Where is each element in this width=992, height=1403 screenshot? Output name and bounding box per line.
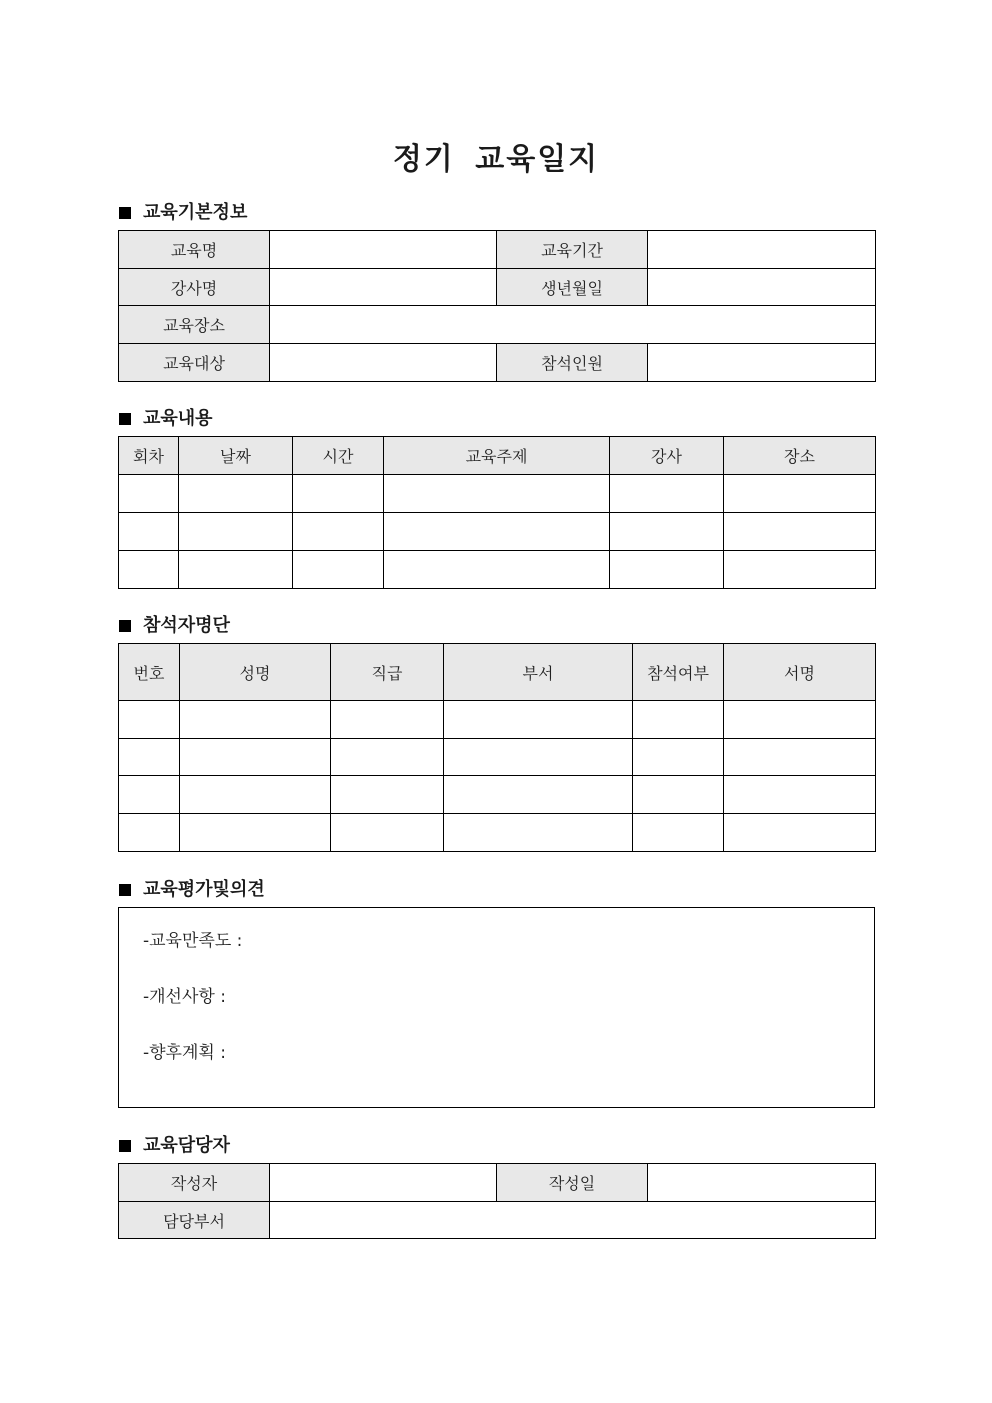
label-attendance-count: 참석인원	[497, 344, 648, 382]
header-topic: 교육주제	[384, 437, 610, 475]
table-cell[interactable]	[444, 739, 633, 776]
header-department: 부서	[444, 644, 633, 701]
table-cell[interactable]	[610, 513, 724, 551]
table-cell[interactable]	[119, 513, 179, 551]
table-cell[interactable]	[724, 776, 876, 814]
content-table	[118, 436, 876, 589]
table-header-row	[119, 437, 876, 475]
table-cell[interactable]	[724, 551, 876, 589]
table-row	[119, 551, 876, 589]
table-cell[interactable]	[293, 551, 384, 589]
table-row	[119, 1164, 876, 1202]
label-birth-date: 생년월일	[497, 269, 648, 306]
table-row	[119, 776, 876, 814]
table-row	[119, 701, 876, 739]
table-cell[interactable]	[444, 814, 633, 852]
square-bullet-icon	[119, 620, 131, 632]
field-write-date[interactable]	[648, 1164, 876, 1202]
table-header-row	[119, 644, 876, 701]
section-title-text: 교육기본정보	[143, 202, 248, 223]
label-write-date: 작성일	[497, 1164, 648, 1202]
table-cell[interactable]	[633, 814, 724, 852]
field-department[interactable]	[270, 1202, 876, 1239]
table-cell[interactable]	[610, 475, 724, 513]
table-cell[interactable]	[119, 701, 180, 739]
evaluation-box[interactable]	[118, 907, 875, 1108]
field-education-place[interactable]	[270, 306, 876, 344]
table-cell[interactable]	[724, 739, 876, 776]
field-instructor-name[interactable]	[270, 269, 497, 306]
table-cell[interactable]	[180, 814, 331, 852]
table-cell[interactable]	[119, 475, 179, 513]
table-row	[119, 344, 876, 382]
label-education-period: 교육기간	[497, 231, 648, 269]
field-attendance-count[interactable]	[648, 344, 876, 382]
table-cell[interactable]	[384, 513, 610, 551]
table-row	[119, 475, 876, 513]
table-cell[interactable]	[119, 739, 180, 776]
section-title-manager	[119, 1134, 230, 1158]
table-cell[interactable]	[179, 513, 293, 551]
table-cell[interactable]	[633, 739, 724, 776]
table-cell[interactable]	[119, 551, 179, 589]
header-name: 성명	[180, 644, 331, 701]
label-education-name: 교육명	[119, 231, 270, 269]
header-signature: 서명	[724, 644, 876, 701]
table-cell[interactable]	[119, 814, 180, 852]
improvements-label: -개선사항 :	[143, 987, 226, 1007]
table-cell[interactable]	[633, 701, 724, 739]
future-plan-label: -향후계획 :	[143, 1043, 226, 1063]
label-education-place: 교육장소	[119, 306, 270, 344]
square-bullet-icon	[119, 884, 131, 896]
section-title-text: 교육내용	[143, 408, 213, 429]
label-writer: 작성자	[119, 1164, 270, 1202]
section-title-attendees	[119, 614, 230, 638]
table-row	[119, 814, 876, 852]
header-position: 직급	[331, 644, 444, 701]
table-cell[interactable]	[724, 475, 876, 513]
square-bullet-icon	[119, 207, 131, 219]
header-instructor: 강사	[610, 437, 724, 475]
section-title-text: 참석자명단	[143, 615, 230, 636]
field-education-period[interactable]	[648, 231, 876, 269]
square-bullet-icon	[119, 413, 131, 425]
manager-table	[118, 1163, 876, 1239]
header-number: 번호	[119, 644, 180, 701]
table-cell[interactable]	[179, 475, 293, 513]
table-cell[interactable]	[724, 814, 876, 852]
table-cell[interactable]	[633, 776, 724, 814]
table-cell[interactable]	[180, 776, 331, 814]
table-cell[interactable]	[119, 776, 180, 814]
section-title-evaluation	[119, 878, 265, 902]
table-cell[interactable]	[331, 814, 444, 852]
table-cell[interactable]	[180, 701, 331, 739]
header-attendance: 참석여부	[633, 644, 724, 701]
table-row	[119, 269, 876, 306]
table-row	[119, 513, 876, 551]
table-cell[interactable]	[610, 551, 724, 589]
field-writer[interactable]	[270, 1164, 497, 1202]
table-row	[119, 739, 876, 776]
page-title: 정기 교육일지	[392, 142, 600, 177]
section-title-basic-info	[119, 201, 247, 225]
field-birth-date[interactable]	[648, 269, 876, 306]
basic-info-table	[118, 230, 876, 382]
field-education-name[interactable]	[270, 231, 497, 269]
square-bullet-icon	[119, 1140, 131, 1152]
table-cell[interactable]	[724, 513, 876, 551]
section-title-text: 교육평가및의견	[143, 879, 265, 900]
section-title-text: 교육담당자	[143, 1135, 230, 1156]
table-row	[119, 1202, 876, 1239]
header-time: 시간	[293, 437, 384, 475]
table-cell[interactable]	[724, 701, 876, 739]
field-education-target[interactable]	[270, 344, 497, 382]
table-cell[interactable]	[331, 776, 444, 814]
label-education-target: 교육대상	[119, 344, 270, 382]
table-cell[interactable]	[331, 701, 444, 739]
table-cell[interactable]	[444, 776, 633, 814]
table-cell[interactable]	[384, 551, 610, 589]
table-cell[interactable]	[331, 739, 444, 776]
table-row	[119, 231, 876, 269]
attendee-table	[118, 643, 876, 852]
header-place: 장소	[724, 437, 876, 475]
label-department: 담당부서	[119, 1202, 270, 1239]
table-cell[interactable]	[180, 739, 331, 776]
section-title-content	[119, 407, 213, 431]
table-cell[interactable]	[293, 513, 384, 551]
table-row	[119, 306, 876, 344]
table-cell[interactable]	[384, 475, 610, 513]
header-session: 회차	[119, 437, 179, 475]
label-instructor-name: 강사명	[119, 269, 270, 306]
table-cell[interactable]	[444, 701, 633, 739]
table-cell[interactable]	[179, 551, 293, 589]
table-cell[interactable]	[293, 475, 384, 513]
header-date: 날짜	[179, 437, 293, 475]
satisfaction-label: -교육만족도 :	[143, 931, 243, 951]
